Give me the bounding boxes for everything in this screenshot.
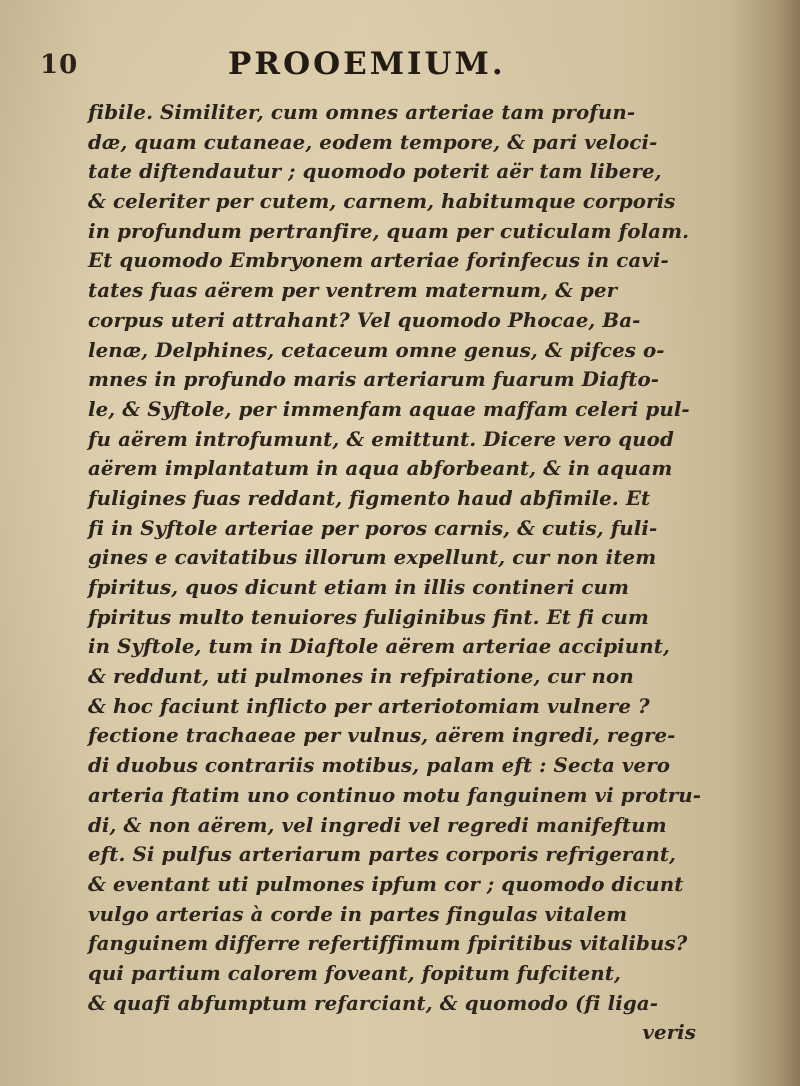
text-line: Et quomodo Embryonem arteriae forinfecus in cavi- xyxy=(88,248,669,273)
text-line: fpiritus, quos dicunt etiam in illis contineri cum xyxy=(88,575,629,599)
text-line: fpiritus multo tenuiores fuliginibus fint. Et fi cum xyxy=(88,604,649,629)
text-line: di, & non aërem, vel ingredi vel regredi manifeftum xyxy=(88,812,667,837)
text-line: le, & Syftole, per immenfam aquae maffam celeri pul- xyxy=(88,396,690,421)
text-line: gines e cavitatibus illorum expellunt, cur non item xyxy=(88,545,657,570)
text-line: & celeriter per cutem, carnem, habitumque corporis xyxy=(88,189,676,214)
text-line: arteria ftatim uno continuo motu fanguinem vi protru- xyxy=(88,782,702,807)
text-line: lenæ, Delphines, cetaceum omne genus, & pifces o- xyxy=(88,337,665,362)
text-line: in profundum pertranfire, quam per cuticulam folam. xyxy=(88,218,690,243)
text-line: fi in Syftole arteriae per poros carnis, & cutis, fuli- xyxy=(88,515,658,540)
page-edge-shadow xyxy=(730,0,800,1086)
page-header xyxy=(0,46,800,86)
text-line: fectione trachaeae per vulnus, aërem ingredi, regre- xyxy=(88,723,676,748)
text-line: fu aërem introfumunt, & emittunt. Dicere vero quod xyxy=(88,426,674,451)
text-line: di duobus contrariis motibus, palam eft : Secta vero xyxy=(88,753,671,778)
body-text xyxy=(88,98,702,1048)
text-line: fibile. Similiter, cum omnes arteriae tam profun- xyxy=(88,100,636,124)
text-line: corpus uteri attrahant? Vel quomodo Phocae, Ba- xyxy=(88,307,641,332)
text-line: dæ, quam cutaneae, eodem tempore, & pari veloci- xyxy=(88,129,658,154)
text-line: & hoc faciunt inflicto per arteriotomiam vulnere ? xyxy=(88,693,650,718)
text-line: tates fuas aërem per ventrem maternum, & per xyxy=(88,278,618,303)
text-line: qui partium calorem foveant, fopitum fufcitent, xyxy=(88,960,621,985)
text-line: & quafi abfumptum refarciant, & quomodo (fi liga- xyxy=(88,990,658,1015)
text-line: tate diftendautur ; quomodo poterit aër tam libere, xyxy=(88,159,662,184)
text-line: vulgo arterias à corde in partes fingulas vitalem xyxy=(88,901,628,926)
text-line: fanguinem differre refertiffimum fpiritibus vitalibus? xyxy=(88,931,688,956)
text-line: mnes in profundo maris arteriarum fuarum Diafto- xyxy=(88,367,660,392)
text-line: in Syftole, tum in Diaftole aërem arteriae accipiunt, xyxy=(88,634,670,659)
text-line: aërem implantatum in aqua abforbeant, & in aquam xyxy=(88,456,673,481)
text-line: fuligines fuas reddant, figmento haud abfimile. Et xyxy=(88,485,651,510)
page-number: 10 xyxy=(40,50,79,80)
running-head: PROOEMIUM. xyxy=(228,46,506,82)
text-line: eft. Si pulfus arteriarum partes corporis refrigerant, xyxy=(88,842,677,867)
catchword: veris xyxy=(642,1020,696,1045)
text-line: & reddunt, uti pulmones in refpiratione, cur non xyxy=(88,664,634,689)
text-line: & eventant uti pulmones ipfum cor ; quomodo dicunt xyxy=(88,871,684,896)
